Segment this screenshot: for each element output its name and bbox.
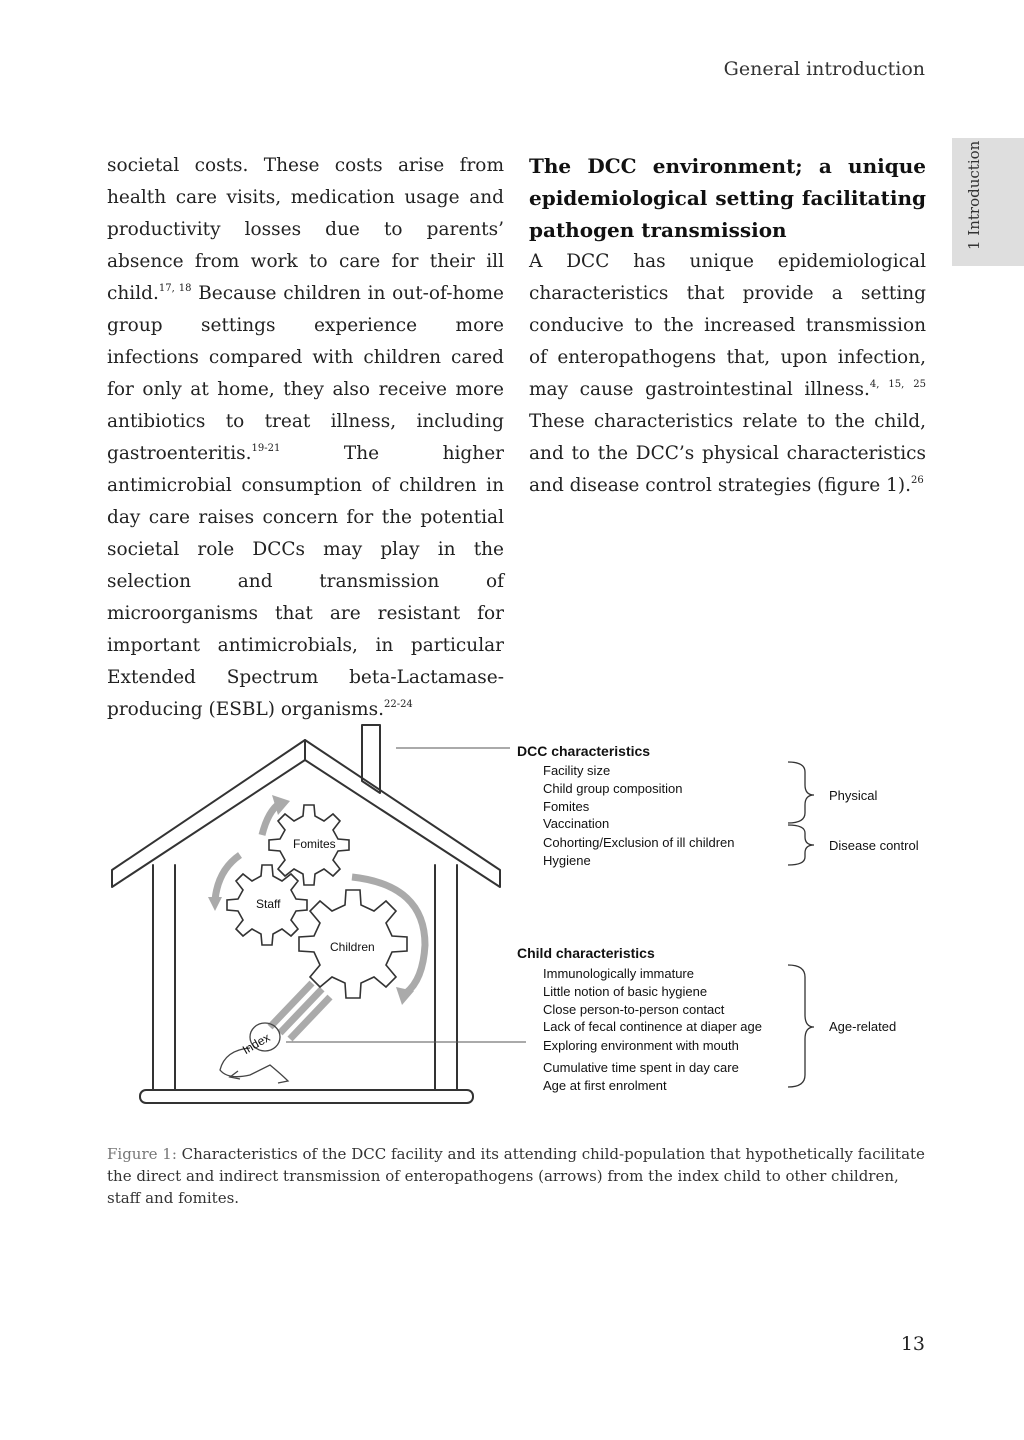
caption-text: Characteristics of the DCC facility and its attending child-population that hypothetically facilitate the direct and indirect transmission of enteropathogens (arrows) from the index child to other children, staff and fomites. (107, 1145, 925, 1207)
child-item: Cumulative time spent in day care (543, 1060, 739, 1075)
left-column (107, 150, 504, 726)
citation: 19-21 (251, 443, 281, 454)
brace-disease-control (788, 825, 814, 865)
gear-label-children: Children (330, 940, 375, 954)
group-age-related: Age-related (829, 1019, 897, 1034)
dcc-item: Fomites (543, 799, 590, 814)
child-item: Little notion of basic hygiene (543, 984, 708, 999)
dcc-item: Child group composition (543, 781, 683, 796)
text-run: The higher antimicrobial consumption of children in day care raises concern for the potential societal role DCCs may play in the selection and transmission of microorganisms that are resistant for important antimicrobials, in particular Extended Spectrum beta-Lactamase-producing (ESBL) organisms. (107, 443, 504, 720)
dcc-item: Cohorting/Exclusion of ill children (543, 835, 735, 850)
dcc-item: Vaccination (543, 816, 610, 831)
running-head: General introduction (723, 58, 925, 80)
house-wall-left (153, 865, 175, 1090)
gear-label-staff: Staff (256, 897, 281, 911)
body-paragraph (107, 150, 504, 726)
chapter-tab (952, 138, 1024, 266)
citation: 26 (910, 475, 924, 486)
child-characteristics-title: Child characteristics (517, 945, 655, 961)
figure-caption (107, 1143, 926, 1209)
child-item: Immunologically immature (543, 966, 694, 981)
arrowhead (208, 897, 222, 911)
child-item: Close person-to-person contact (543, 1002, 725, 1017)
citation: 4, 15, 25 (869, 379, 926, 390)
figure-1 (100, 715, 940, 1115)
dcc-item: Hygiene (543, 853, 591, 868)
child-item: Lack of fecal continence at diaper age (543, 1019, 762, 1034)
figure-diagram (100, 715, 940, 1115)
group-disease-control: Disease control (829, 838, 919, 853)
index-label: Index (240, 1030, 273, 1058)
right-column (529, 150, 926, 502)
dcc-characteristics-title: DCC characteristics (517, 743, 651, 759)
text-run: Because children in out-of-home group settings experience more infections compared with children cared for only at home, they also receive more antibiotics to treat illness, including gastroenteritis. (107, 283, 504, 464)
child-item: Age at first enrolment (543, 1078, 667, 1093)
text-run: societal costs. These costs arise from health care visits, medication usage and productivity losses due to parents’ absence from work to care for their ill child. (107, 155, 504, 304)
text-run: These characteristics relate to the child, and to the DCC’s physical characteristics and disease control strategies (figure 1). (529, 411, 926, 496)
caption-lead: Figure 1: (107, 1145, 177, 1163)
brace-age-related (788, 965, 814, 1087)
house-wall-right (435, 865, 457, 1090)
child-item: Exploring environment with mouth (543, 1038, 739, 1053)
group-physical: Physical (829, 788, 878, 803)
page-number: 13 (900, 1333, 925, 1355)
dcc-item: Facility size (543, 763, 611, 778)
brace-physical (788, 762, 814, 823)
gear-label-fomites: Fomites (293, 837, 336, 851)
body-paragraph (529, 246, 926, 502)
citation: 17, 18 (158, 283, 192, 294)
text-run: A DCC has unique epidemiological characteristics that provide a setting conducive to the increased transmission of enteropathogens that, upon infection, may cause gastrointestinal illness. (529, 251, 926, 400)
section-heading: The DCC environment; a unique epidemiological setting facilitating pathogen transmission (529, 154, 926, 242)
chapter-tab-label: 1 Introduction (965, 140, 983, 250)
house-floor (140, 1090, 473, 1103)
citation: 22-24 (383, 699, 413, 710)
arrow-to-staff (215, 855, 240, 900)
